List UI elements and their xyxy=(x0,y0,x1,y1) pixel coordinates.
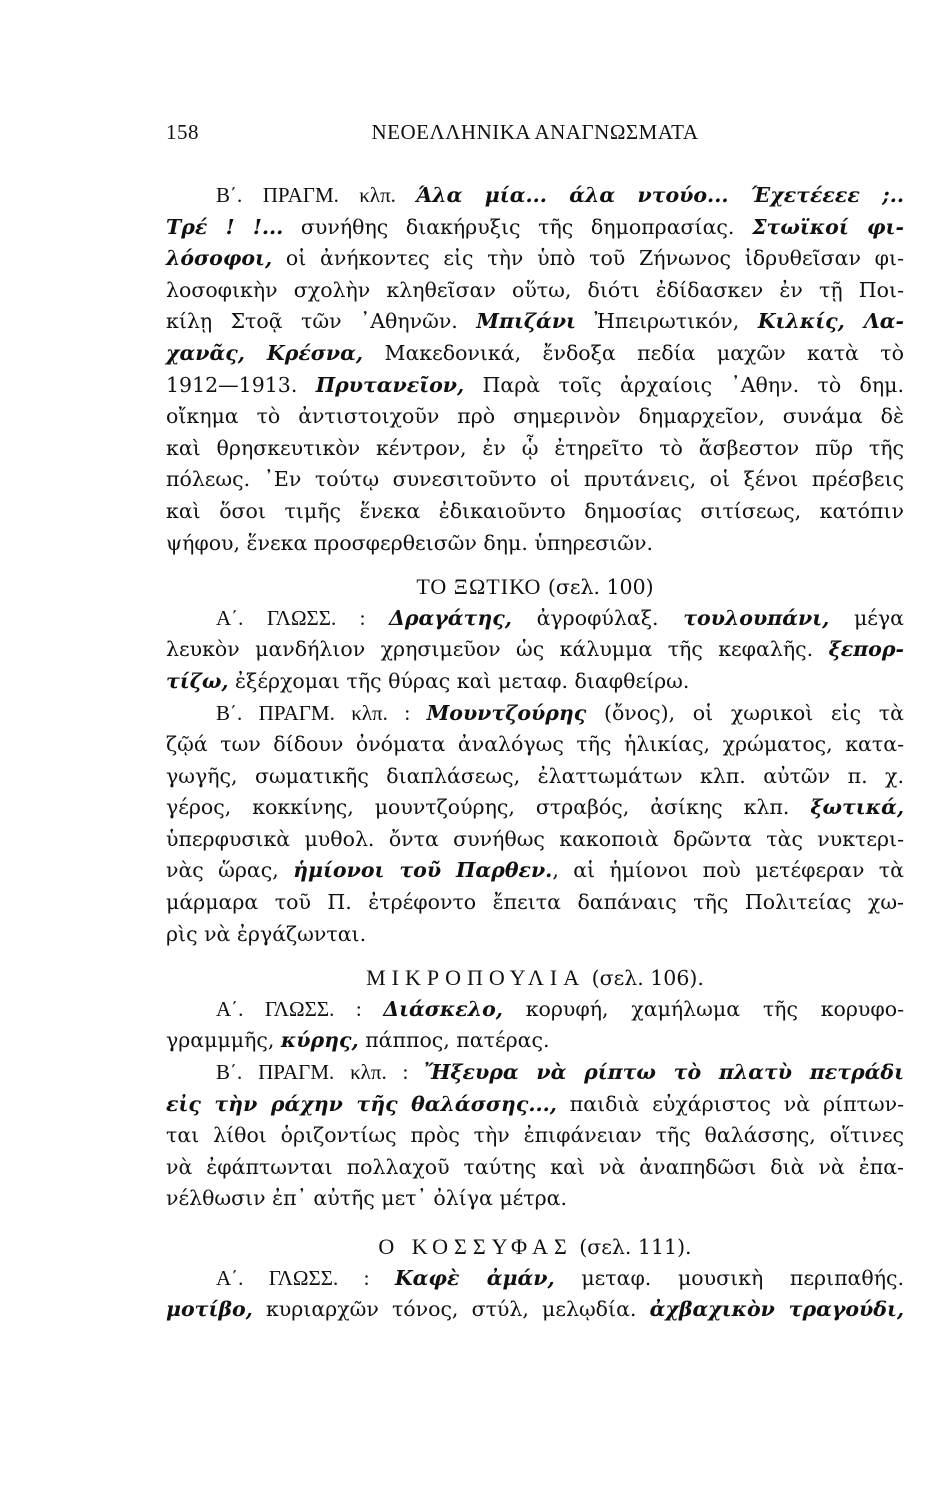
text-line: Β΄. ΠΡΑΓΜ. κλπ. Άλα μία... άλα ντούο... Έχετέεεε ;.. xyxy=(216,183,904,207)
text-line: Β΄. ΠΡΑΓΜ. κλπ. : Μουντζούρης (ὄνος), οἱ χωρικοὶ εἰς τὰ xyxy=(216,700,904,725)
text-line: λευκὸν μανδήλιον χρησιμεῦον ὡς κάλυμμα τῆς κεφαλῆς. ξεπορ- xyxy=(166,637,904,662)
text-line: 1912—1913. Πρυτανεῖον, Παρὰ τοῖς ἀρχαίοις ᾿Αθην. τὸ δημ. xyxy=(166,372,904,397)
text-line: εἰς τὴν ράχην τῆς θαλάσσης..., παιδιὰ εὐχάριστος νὰ ρίπτων- xyxy=(166,1091,904,1116)
text-line: Τρέ ! !... συνήθης διακήρυξις τῆς δημοπρασίας. Στωϊκοί φι- xyxy=(166,214,904,239)
text-line: ὑπερφυσικὰ μυθολ. ὄντα συνήθως κακοποιὰ δρῶντα τὰς νυκτερι- xyxy=(166,826,904,851)
text-line: λόσοφοι, οἱ ἀνήκοντες εἰς τὴν ὑπὸ τοῦ Ζήνωνος ἱδρυθεῖσαν φι- xyxy=(166,246,904,271)
text-line: ζῷά των δίδουν ὀνόματα ἀναλόγως τῆς ἡλικίας, χρώματος, κατα- xyxy=(166,732,904,757)
text-line: γραμμμῆς, κύρης, πάππος, πατέρας. xyxy=(166,1028,550,1053)
text-line: μάρμαρα τοῦ Π. ἐτρέφοντο ἔπειτα δαπάναις τῆς Πολιτείας χω- xyxy=(166,890,904,915)
page-number: 158 xyxy=(166,120,199,144)
text-line: τίζω, ἐξέρχομαι τῆς θύρας καὶ μεταφ. διαφθείρω. xyxy=(166,668,690,693)
text-line: οἴκημα τὸ ἀντιστοιχοῦν πρὸ σημερινὸν δημαρχεῖον, συνάμα δὲ xyxy=(166,404,904,429)
text-line: ται λίθοι ὁριζοντίως πρὸς τὴν ἐπιφάνειαν τῆς θαλάσσης, οἵτινες xyxy=(166,1123,904,1148)
text-line: νέλθωσιν ἐπ᾿ αὐτῆς μετ᾿ ὀλίγα μέτρα. xyxy=(166,1186,568,1211)
text-line: Β΄. ΠΡΑΓΜ. κλπ. : Ἤξευρα νὰ ρίπτω τὸ πλατὺ πετράδι xyxy=(216,1060,904,1085)
text-line: νὰς ὥρας, ἡμίονοι τοῦ Παρθεν., αἱ ἡμίονοι ποὺ μετέφεραν τὰ xyxy=(166,858,904,883)
text-line: Α΄. ΓΛΩΣΣ. : Δραγάτης, ἀγροφύλαξ. τουλουπάνι, μέγα xyxy=(216,605,904,630)
text-line: Α΄. ΓΛΩΣΣ. : Διάσκελο, κορυφή, χαμήλωμα τῆς κορυφο- xyxy=(216,996,905,1021)
text-line: ρὶς νὰ ἐργάζωνται. xyxy=(166,921,367,946)
text-line: μοτίβο, κυριαρχῶν τόνος, στύλ, μελῳδία. ἀχβαχικὸν τραγούδι, xyxy=(166,1297,905,1322)
text-line: Α΄. ΓΛΩΣΣ. : Καφὲ ἀμάν, μεταφ. μουσικὴ περιπαθής. xyxy=(216,1265,905,1290)
running-title: ΝΕΟΕΛΛΗΝΙΚΑ ΑΝΑΓΝΩΣΜΑΤΑ xyxy=(371,120,699,144)
text-line: καὶ θρησκευτικὸν κέντρον, ἐν ᾧ ἐτηρεῖτο τὸ ἄσβεστον πῦρ τῆς xyxy=(166,435,904,460)
section-heading: Ο ΚΟΣΣΥΦΑΣ (σελ. 111). xyxy=(378,1234,692,1259)
section-heading: ΜΙΚΡΟΠΟΥΛΙΑ (σελ. 106). xyxy=(366,965,704,991)
section-heading: ΤΟ ΞΩΤΙΚΟ (σελ. 100) xyxy=(416,574,654,600)
text-line: πόλεως. ᾿Εν τούτῳ συνεσιτοῦντο οἱ πρυτάνεις, οἱ ξένοι πρέσβεις xyxy=(166,467,904,492)
text-line: λοσοφικὴν σχολὴν κληθεῖσαν οὕτω, διότι ἐδίδασκεν ἐν τῇ Ποι- xyxy=(166,277,904,302)
text-line: καὶ ὅσοι τιμῆς ἕνεκα ἐδικαιοῦντο δημοσίας σιτίσεως, κατόπιν xyxy=(166,498,904,523)
text-line: γωγῆς, σωματικῆς διαπλάσεως, ἐλαττωμάτων κλπ. αὐτῶν π. χ. xyxy=(166,763,904,788)
text-line: νὰ ἐφάπτωνται πολλαχοῦ ταύτης καὶ νὰ ἀναπηδῶσι διὰ νὰ ἐπα- xyxy=(166,1154,904,1179)
text-line: ψήφου, ἕνεκα προσφερθεισῶν δημ. ὑπηρεσιῶν. xyxy=(166,530,653,555)
page-body xyxy=(166,180,904,1326)
text-line: χανᾶς, Κρέσνα, Μακεδονικά, ἔνδοξα πεδία μαχῶν κατὰ τὸ xyxy=(166,340,904,365)
text-line: κίλῃ Στοᾷ τῶν ᾿Αθηνῶν. Μπιζάνι Ἠπειρωτικόν, Κιλκίς, Λα- xyxy=(166,309,905,334)
text-line: γέρος, κοκκίνης, μουντζούρης, στραβός, ἀσίκης κλπ. ξωτικά, xyxy=(166,795,904,820)
